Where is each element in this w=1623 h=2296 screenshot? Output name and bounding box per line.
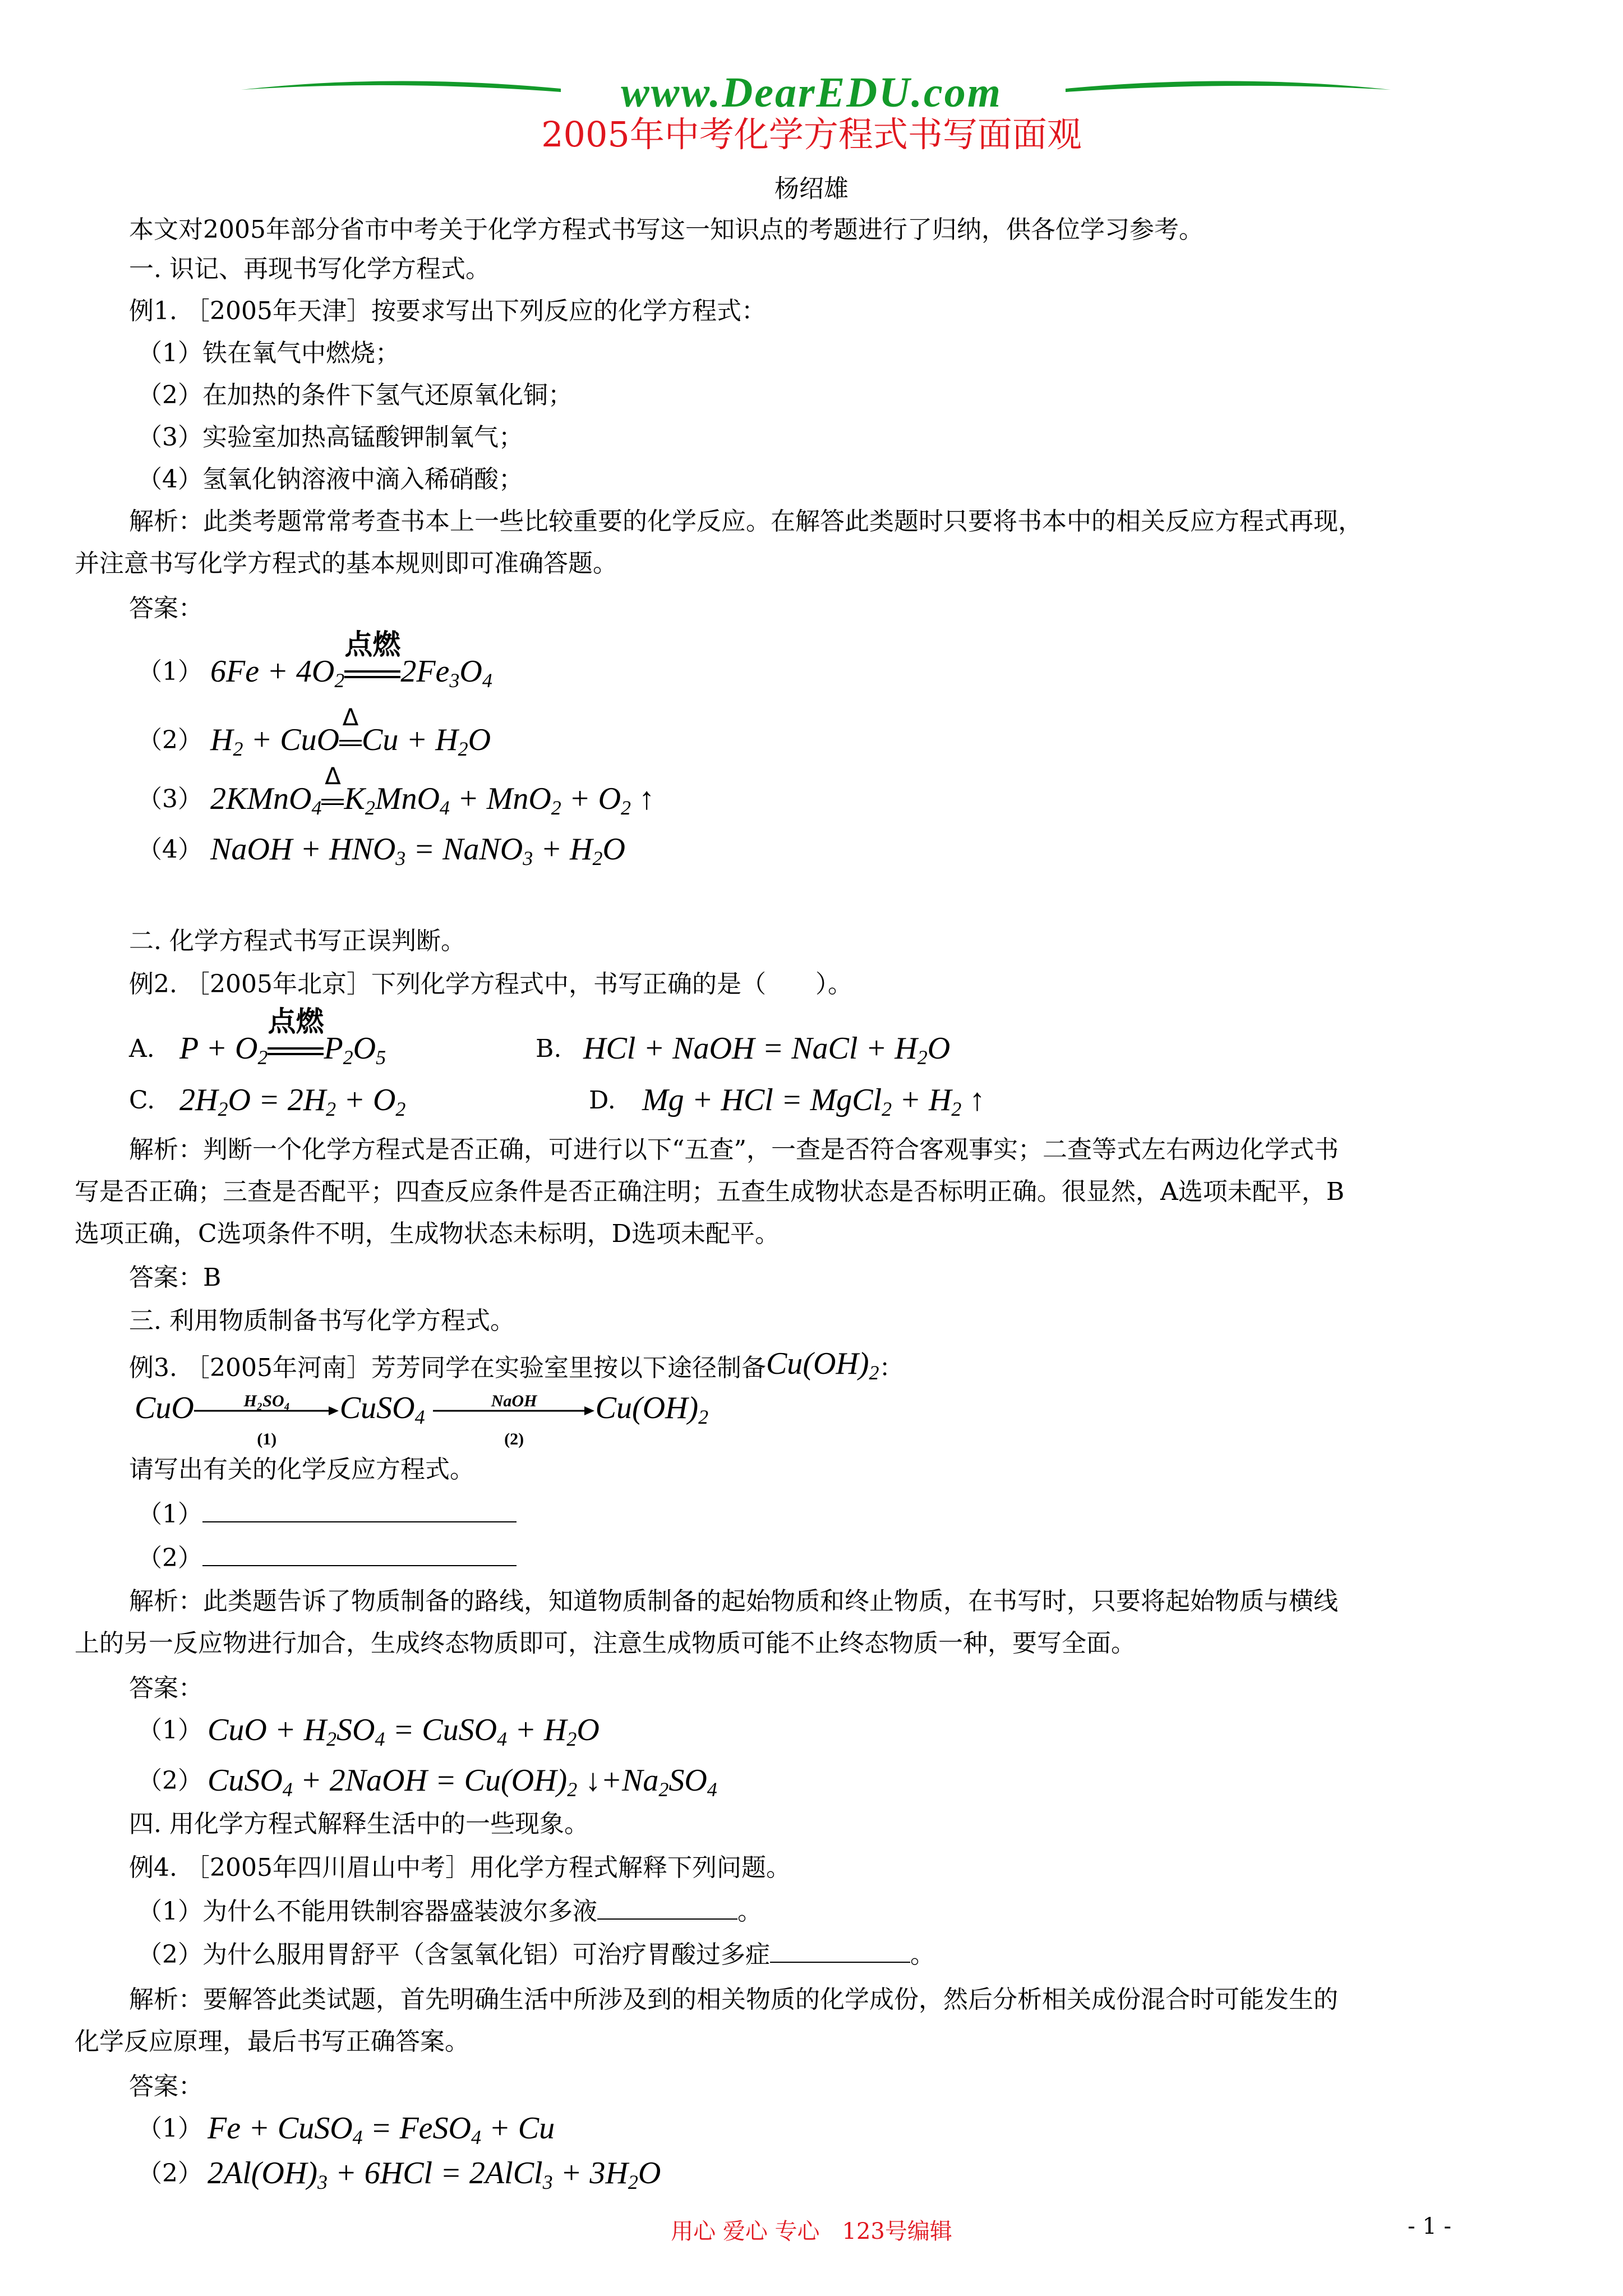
equation-5: CuO + $H_2SO_4$ = CuSO$_4$ + $H_2O$ (208, 1713, 600, 1750)
example2: 例2. ［2005年北京］下列化学方程式中，书写正确的是（ ）。 (129, 970, 852, 999)
option-c-equation: $2H_2O = 2H_2 + O_2$ (179, 1083, 406, 1120)
example1-item: （3）实验室加热高锰酸钾制氧气； (137, 423, 523, 452)
analysis: 上的另一反应物进行加合，生成终态物质即可，注意生成物质可能不止终态物质一种，要写全面。 (75, 1629, 1136, 1658)
section2-heading: 二. 化学方程式书写正误判断。 (129, 927, 465, 955)
equation-3: 2KMnO$_4$ Δ $K_2MnO_4 + MnO_2 + O_2$ ↑ (210, 779, 654, 818)
condition-ignite: 点燃 (268, 1005, 324, 1038)
condition-ignite: 点燃 (344, 628, 401, 661)
blank-line: （1） (137, 1498, 517, 1531)
example1-item: （1）铁在氧气中燃烧； (137, 339, 400, 367)
example4: 例4. ［2005年四川眉山中考］用化学方程式解释下列问题。 (129, 1853, 791, 1882)
answer-number: （2） (137, 2159, 202, 2188)
answer-label: 答案： (129, 2072, 203, 2101)
condition-heat: Δ (342, 703, 359, 731)
preparation-route: CuO H₂SO₄ (1) CuSO$_4$ NaOH (2) $Cu(OH)_2$ (135, 1391, 709, 1449)
answer-number: （1） (137, 1716, 202, 1745)
answer: 答案：B (129, 1263, 222, 1292)
option-b-equation: HCl + NaOH = NaCl + $H_2O$ (583, 1031, 951, 1069)
analysis: 化学反应原理，最后书写正确答案。 (75, 2027, 469, 2056)
example1: 例1. ［2005年天津］按要求写出下列反应的化学方程式： (129, 297, 766, 325)
page-title: 2005年中考化学方程式书写面面观 (541, 114, 1082, 155)
equation-4: NaOH + $HNO_3$ = NaNO$_3$ + $H_2O$ (210, 832, 625, 869)
analysis: 解析：判断一个化学方程式是否正确，可进行以下“五查”，一查是否符合客观事实；二查等式左右两边化学式书 (129, 1135, 1339, 1164)
example1-item: （2）在加热的条件下氢气还原氧化铜； (137, 381, 573, 409)
blank-line: （2） (137, 1542, 517, 1575)
section4-heading: 四. 用化学方程式解释生活中的一些现象。 (129, 1810, 589, 1838)
option-a-equation: $P + O_2$ 点燃 $P_2O_5$ (179, 1029, 386, 1068)
analysis: 解析：此类考题常常考查书本上一些比较重要的化学反应。在解答此类题时只要将书本中的相关反应方程式再现， (129, 507, 1363, 536)
example1-item: （4）氢氧化钠溶液中滴入稀硝酸； (137, 465, 523, 494)
equation-2: $H_2$ + CuO Δ $Cu + H_2O$ (210, 720, 491, 760)
option-d-equation: Mg + HCl = MgCl$_2$ + $H_2$ ↑ (642, 1083, 985, 1120)
question-item: （2）为什么服用胃舒平（含氢氧化铝）可治疗胃酸过多症 。 (137, 1940, 935, 1969)
answer-label: 答案： (129, 1674, 203, 1703)
answer-number: （2） (137, 1766, 202, 1795)
site-logo: www.DearEDU.com (621, 69, 1002, 116)
answer-number: （3） (137, 785, 202, 813)
option-label: D. (589, 1086, 616, 1115)
option-label: B. (536, 1034, 562, 1063)
question-item: （1）为什么不能用铁制容器盛装波尔多液 。 (137, 1897, 762, 1926)
equation-6: CuSO$_4$ + 2NaOH = $Cu(OH)_2$ $↓+Na_2SO_4$ (208, 1763, 717, 1801)
answer-label: 答案： (129, 594, 203, 623)
equation-7: Fe + CuSO$_4$ = FeSO$_4$ + Cu (208, 2111, 555, 2148)
analysis: 解析：此类题告诉了物质制备的路线，知道物质制备的起始物质和终止物质，在书写时，只要将起始物质与横线 (129, 1587, 1338, 1616)
prompt: 请写出有关的化学反应方程式。 (129, 1455, 474, 1484)
target-formula: $Cu(OH)_2$ (766, 1346, 879, 1384)
analysis: 并注意书写化学方程式的基本规则即可准确答题。 (75, 549, 617, 578)
section1-heading: 一. 识记、再现书写化学方程式。 (129, 255, 490, 283)
answer-number: （4） (137, 835, 202, 864)
example3: 例3. ［2005年河南］芳芳同学在实验室里按以下途径制备$Cu(OH)_2$： (129, 1346, 904, 1386)
condition-heat: Δ (325, 762, 341, 790)
reaction-arrow: NaOH (2) (433, 1404, 596, 1418)
answer-number: （1） (137, 2114, 202, 2143)
option-label: A. (129, 1034, 155, 1063)
reaction-arrow: H₂SO₄ (1) (194, 1404, 340, 1418)
equation-8: $2Al(OH)_3 + 6HCl$ = 2AlCl$_3$ + $3H_2O$ (208, 2156, 661, 2193)
option-label: C. (129, 1086, 155, 1115)
intro: 本文对2005年部分省市中考关于化学方程式书写这一知识点的考题进行了归纳，供各位学习参考。 (129, 215, 1204, 244)
page-number: - 1 - (1408, 2214, 1451, 2239)
analysis: 选项正确，C选项条件不明，生成物状态未标明，D选项未配平。 (75, 1220, 780, 1248)
equation-1: $6Fe + 4O_2$ 点燃 $2Fe_3O_4$ (210, 652, 492, 691)
analysis: 写是否正确；三查是否配平；四查反应条件是否正确注明；五查生成物状态是否标明正确。很显然，A选项未配平，B (75, 1177, 1345, 1206)
answer-number: （1） (137, 657, 202, 686)
answer-number: （2） (137, 726, 202, 754)
footer-motto: 用心 爱心 专心 123号编辑 (671, 2219, 952, 2244)
analysis: 解析：要解答此类试题，首先明确生活中所涉及到的相关物质的化学成份，然后分析相关成份混合时可能发生的 (129, 1985, 1338, 2014)
author: 杨绍雄 (774, 174, 849, 203)
section3-heading: 三. 利用物质制备书写化学方程式。 (129, 1306, 515, 1335)
